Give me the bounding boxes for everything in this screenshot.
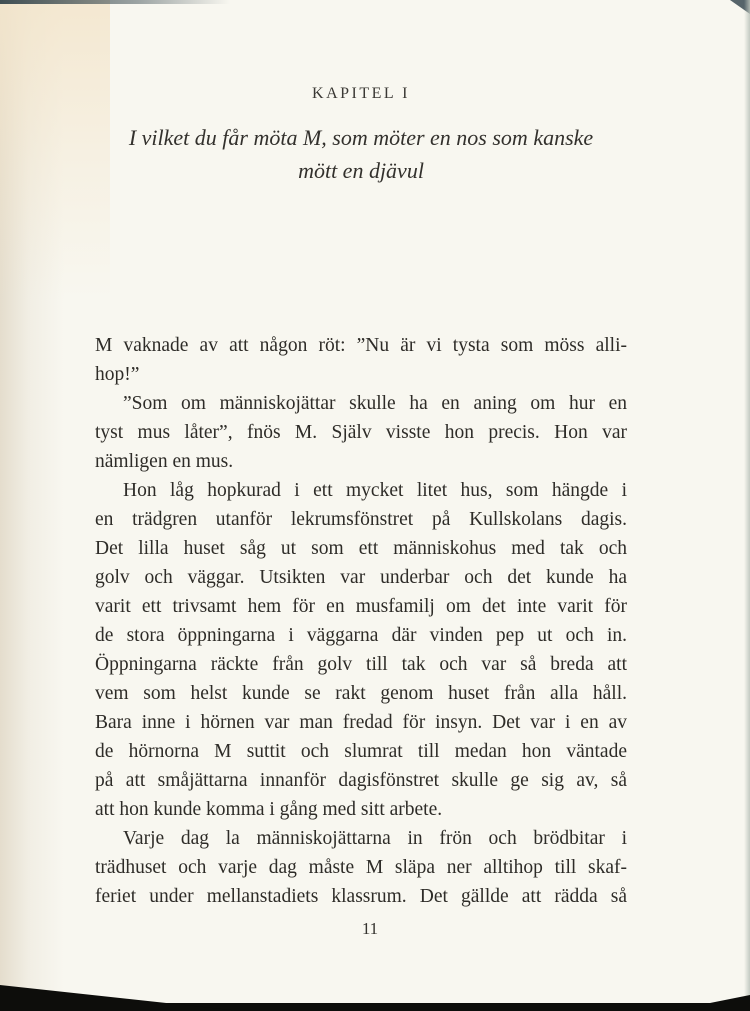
text-line: Det lilla huset såg ut som ett människohus med tak och bbox=[95, 538, 627, 559]
text-line: de stora öppningarna i väggarna där vinden pep ut och in. bbox=[95, 625, 627, 646]
text-line: varit ett trivsamt hem för en musfamilj om det inte varit för bbox=[95, 596, 627, 617]
scan-corner-topright bbox=[730, 0, 750, 14]
text-line: en trädgren utanför lekrumsfönstret på Kullskolans dagis. bbox=[95, 509, 627, 530]
scan-edge-right bbox=[744, 0, 750, 1011]
text-line: Öppningarna räckte från golv till tak och var så breda att bbox=[95, 654, 627, 675]
text-line: på att småjättarna innanför dagisfönstret skulle ge sig av, så bbox=[95, 770, 627, 791]
text-line: de hörnorna M suttit och slumrat till medan hon väntade bbox=[95, 741, 627, 762]
text-line: feriet under mellanstadiets klassrum. Det gällde att rädda så bbox=[95, 886, 627, 907]
page-left-shadow bbox=[0, 0, 64, 1011]
text-line: Hon låg hopkurad i ett mycket litet hus, som hängde i bbox=[123, 480, 627, 501]
text-line: Bara inne i hörnen var man fredad för insyn. Det var i en av bbox=[95, 712, 627, 733]
text-line: ”Som om människojättar skulle ha en aning om hur en bbox=[123, 393, 627, 414]
text-line: vem som helst kunde se rakt genom huset från alla håll. bbox=[95, 683, 627, 704]
chapter-subtitle-line: I vilket du får möta M, som möter en nos som kanske bbox=[128, 125, 594, 150]
body-text bbox=[95, 331, 627, 911]
scan-edge-top bbox=[0, 0, 230, 4]
text-line: att hon kunde komma i gång med sitt arbete. bbox=[95, 799, 443, 820]
chapter-subtitle bbox=[75, 121, 647, 187]
page-number: 11 bbox=[361, 919, 379, 938]
text-line: nämligen en mus. bbox=[95, 451, 234, 472]
chapter-heading: KAPITEL I bbox=[312, 85, 410, 102]
text-line: golv och väggar. Utsikten var underbar och det kunde ha bbox=[95, 567, 627, 588]
text-line: hop!” bbox=[95, 364, 140, 385]
scan-edge-bottom bbox=[0, 1003, 750, 1011]
text-line: trädhuset och varje dag måste M släpa ner alltihop till skaf- bbox=[95, 857, 627, 878]
chapter-subtitle-line: mött en djävul bbox=[298, 158, 424, 183]
text-line: Varje dag la människojättarna in frön och brödbitar i bbox=[123, 828, 627, 849]
text-line: M vaknade av att någon röt: ”Nu är vi tysta som möss alli- bbox=[95, 335, 627, 356]
text-line: tyst mus låter”, fnös M. Själv visste hon precis. Hon var bbox=[95, 422, 627, 443]
scan-corner-bottomleft bbox=[0, 985, 240, 1011]
scan-corner-bottomright bbox=[670, 995, 750, 1011]
